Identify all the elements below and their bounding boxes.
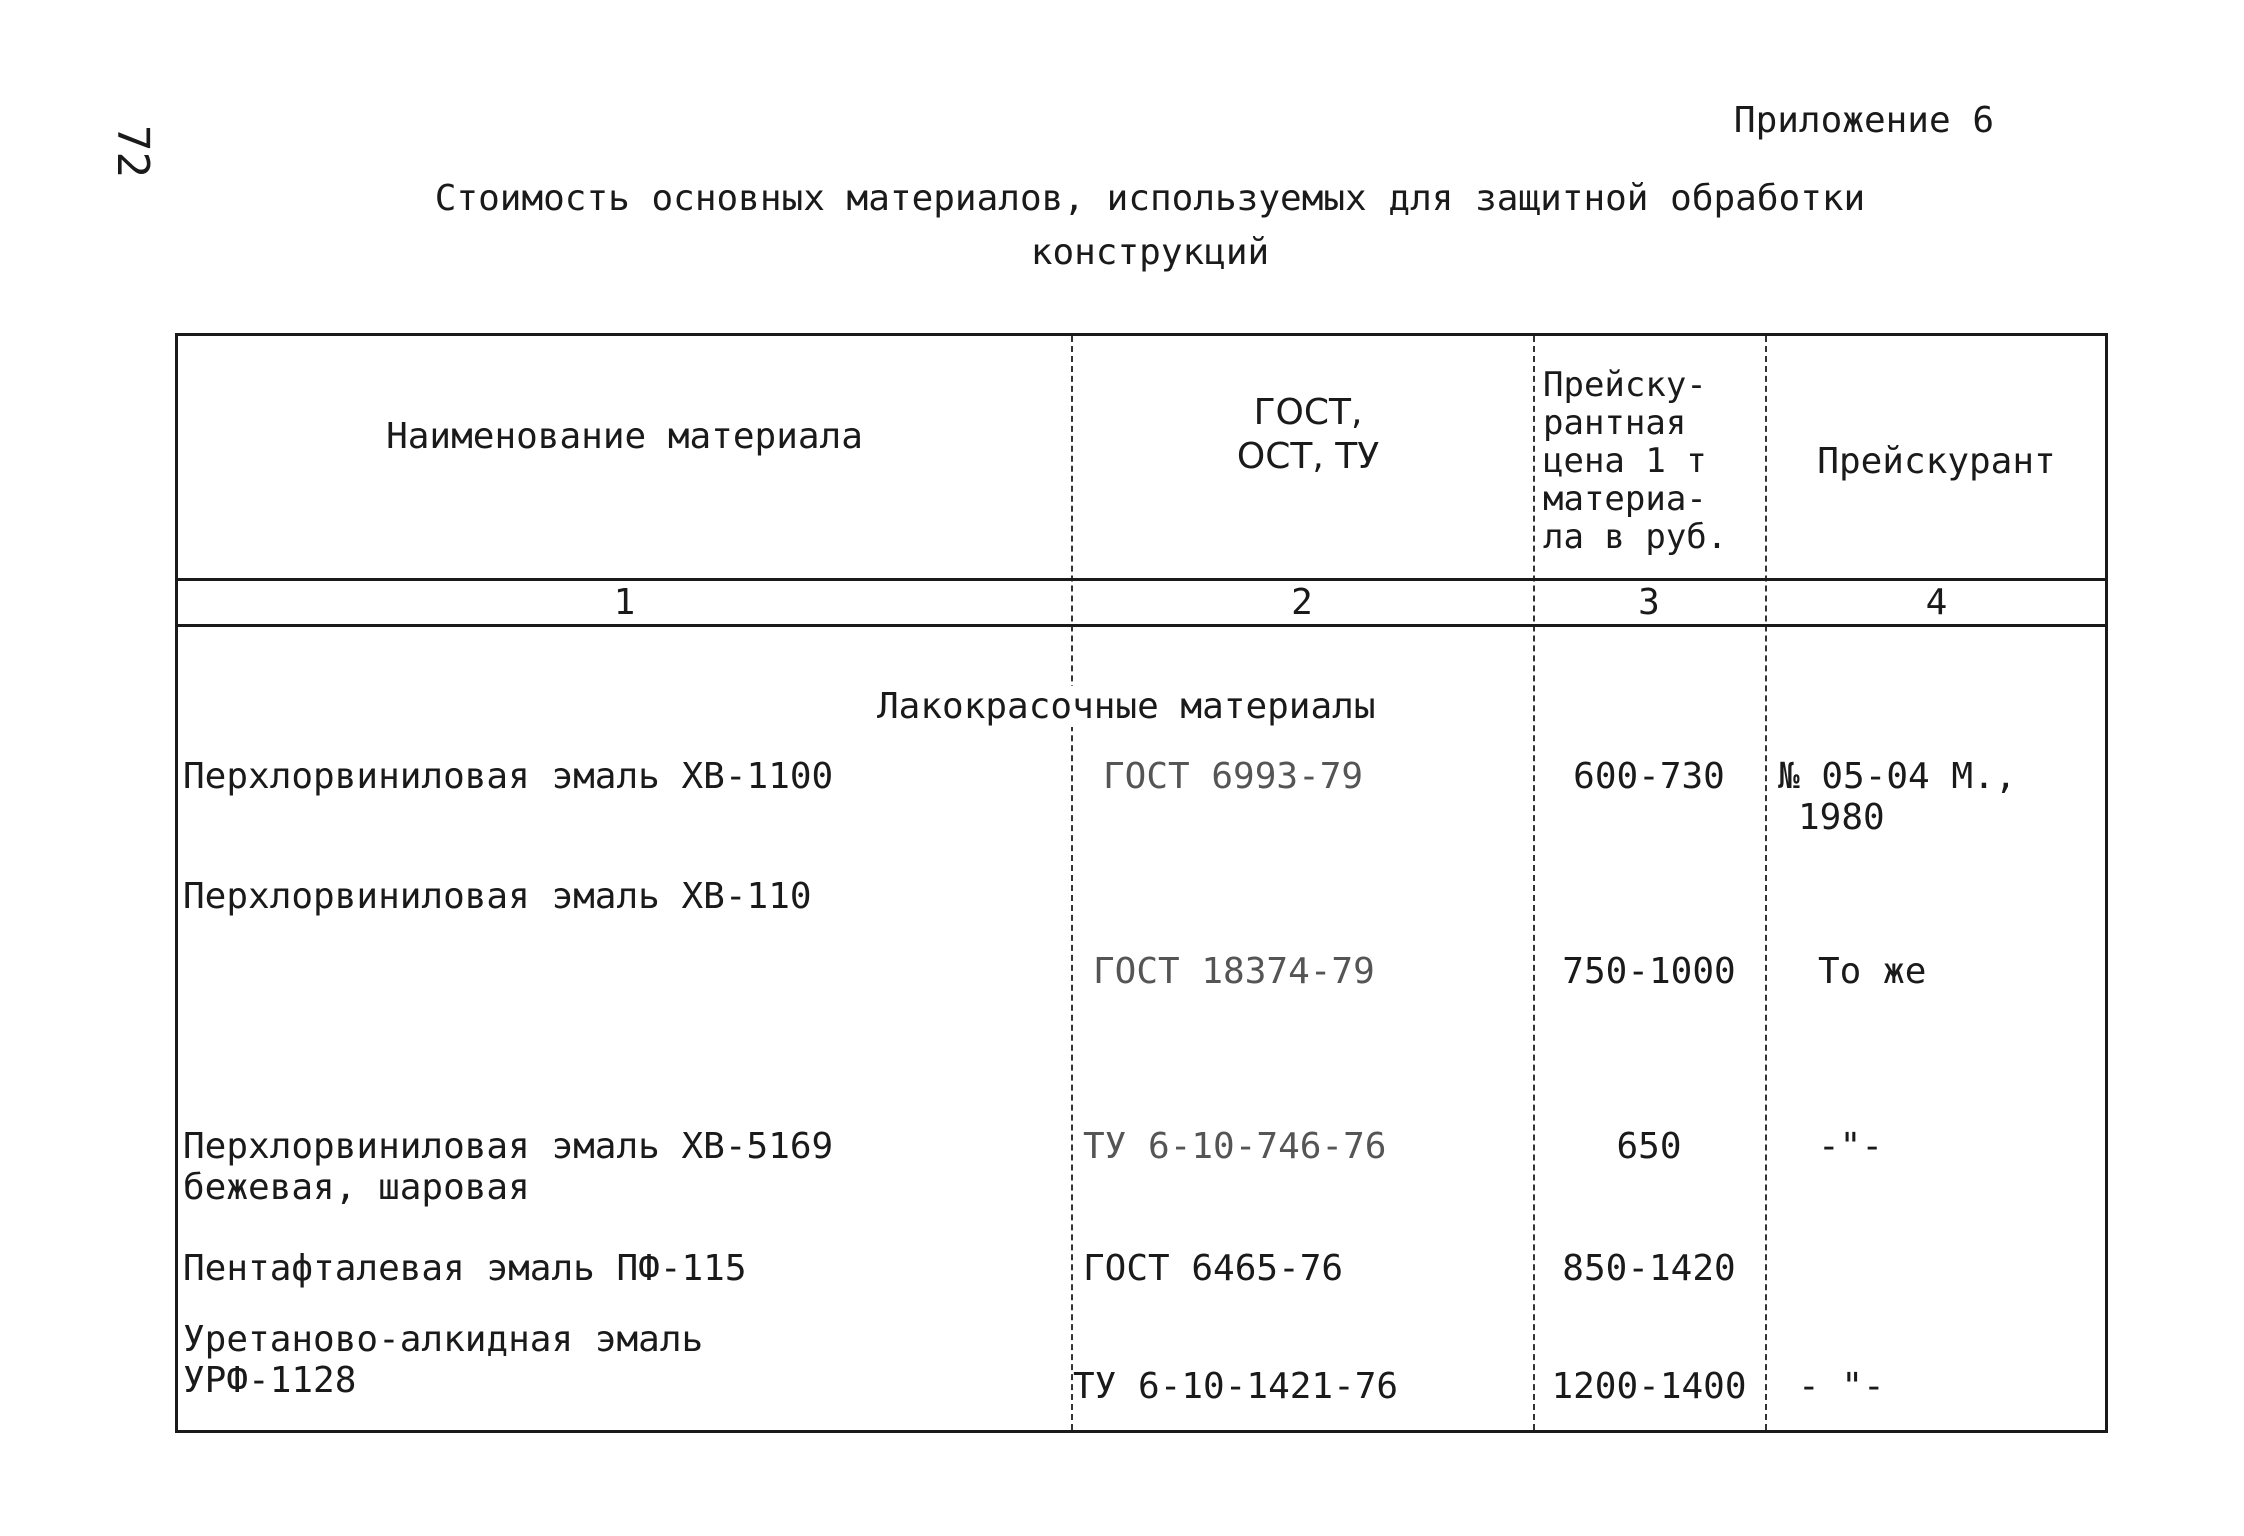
materials-table [175, 333, 2108, 1433]
row-material-name: Перхлорвиниловая эмаль ХВ-1100 [183, 756, 834, 797]
header-material-name: Наименование материала [386, 416, 863, 457]
title-line-2: конструкций [1030, 232, 1270, 273]
row-pricelist: -"- [1818, 1126, 1884, 1167]
row-material-name-line: бежевая, шаровая [183, 1167, 530, 1208]
column-numbers-divider [178, 624, 2105, 627]
row-material-name [183, 1319, 703, 1401]
column-number: 2 [1291, 582, 1313, 623]
row-standard: ГОСТ 6993-79 [1103, 756, 1364, 797]
row-price: 850-1420 [1562, 1248, 1736, 1289]
appendix-label: Приложение 6 [1733, 100, 1994, 141]
column-divider-1 [1071, 336, 1073, 1430]
header-divider [178, 578, 2105, 581]
row-pricelist-line: № 05-04 М., [1778, 756, 2017, 797]
header-pricelist: Прейскурант [1817, 441, 2056, 482]
row-standard: ТУ 6-10-1421-76 [1073, 1366, 1399, 1407]
row-material-name-line: Перхлорвиниловая эмаль ХВ-5169 [183, 1126, 834, 1167]
row-price: 650 [1616, 1126, 1682, 1167]
row-material-name [183, 1126, 833, 1208]
document-title [330, 172, 1970, 280]
row-pricelist [1778, 756, 2016, 838]
header-price-line: ла в руб. [1543, 517, 1728, 557]
row-standard: ТУ 6-10-746-76 [1083, 1126, 1387, 1167]
header-price-line: рантная [1543, 403, 1687, 443]
row-material-name: Пентафталевая эмаль ПФ-115 [183, 1248, 747, 1289]
header-price-line: цена 1 т [1543, 441, 1707, 481]
row-material-name: Перхлорвиниловая эмаль ХВ-110 [183, 876, 812, 917]
column-number: 1 [613, 582, 636, 623]
row-pricelist-line: 1980 [1798, 797, 1885, 838]
row-pricelist: То же [1818, 951, 1927, 992]
column-divider-3 [1765, 336, 1767, 1430]
header-price [1543, 366, 1763, 556]
page-number: 72 [107, 125, 158, 178]
column-number: 4 [1925, 582, 1948, 623]
section-title: Лакокрасочные материалы [873, 686, 1380, 727]
row-price: 600-730 [1573, 756, 1725, 797]
row-material-name-line: УРФ-1128 [183, 1360, 357, 1401]
header-price-line: материа- [1543, 479, 1707, 519]
row-price: 1200-1400 [1551, 1366, 1747, 1407]
row-standard: ГОСТ 18374-79 [1093, 951, 1375, 992]
header-price-line: Прейску- [1543, 365, 1707, 405]
row-price: 750-1000 [1562, 951, 1736, 992]
row-material-name-line: Уретаново-алкидная эмаль [183, 1319, 704, 1360]
header-standard: ГОСТ, ОСТ, ТУ [1236, 392, 1380, 477]
column-number: 3 [1638, 582, 1660, 623]
title-line-1: Стоимость основных материалов, используемых для защитной обработки [434, 178, 1866, 219]
row-standard: ГОСТ 6465-76 [1083, 1248, 1344, 1289]
row-pricelist: - "- [1798, 1366, 1885, 1407]
